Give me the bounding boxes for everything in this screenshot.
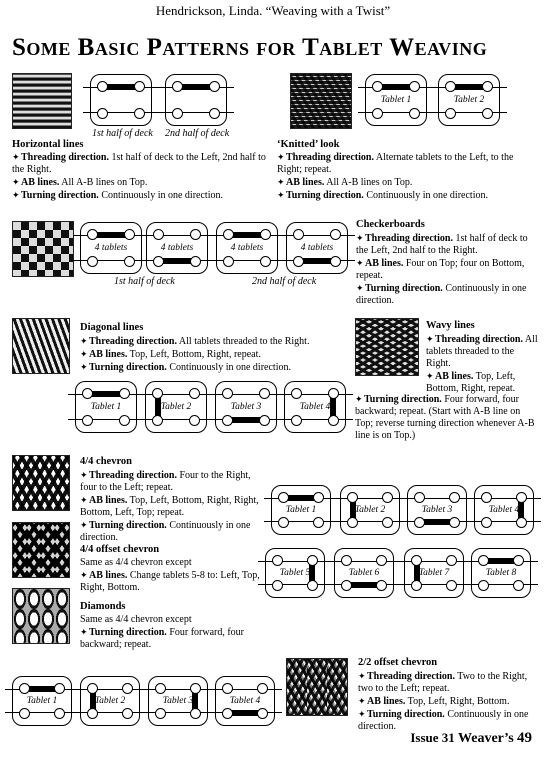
tablet-label: Tablet 1	[285, 505, 317, 515]
tablet-label: Tablet 2	[354, 505, 386, 515]
caption-checker-first-half: 1st half of deck	[114, 276, 175, 287]
tablet-label: Tablet 2	[160, 402, 192, 412]
diagonal-lines-heading: Diagonal lines	[80, 322, 144, 333]
bullet-icon: ✦	[358, 696, 366, 706]
tablet-card-offset22-4	[215, 676, 275, 726]
bullet-icon: ✦	[12, 190, 20, 200]
offset-chevron-swatch	[12, 522, 70, 578]
bullet-icon: ✦	[12, 177, 20, 187]
chevron-text: ✦Threading direction. Four to the Right, four to the Left; repeat. ✦AB lines. Top, Left, Bottom, Right, Right, Bottom, Left, Top; repeat. ✦Turning direction. Continuously in one direction.	[80, 470, 259, 543]
issue-number: Issue 31	[410, 730, 455, 745]
page-footer	[410, 730, 532, 747]
tablet-label: Tablet 5	[279, 568, 311, 578]
bullet-icon: ✦	[358, 709, 366, 719]
tablet-label: Tablet 4	[299, 402, 331, 412]
knitted-look-text: ✦Threading direction. Alternate tablets to the Left, to the Right; repeat. ✦AB lines. All A-B lines on Top. ✦Turning direction. Continuously in one direction.	[277, 152, 514, 201]
tablet-card-checker-3	[216, 222, 278, 274]
tablet-card-chevron-4	[474, 485, 534, 535]
bullet-icon: ✦	[80, 520, 88, 530]
bullet-icon: ✦	[426, 371, 434, 381]
tablet-card-diagonal-2	[145, 381, 207, 433]
chevron-swatch	[12, 455, 70, 511]
offset-chevron-text: Same as 4/4 chevron except ✦AB lines. Change tablets 5-8 to: Left, Top, Right, Bottom.	[80, 557, 260, 593]
two-two-offset-chevron-text: ✦Threading direction. Two to the Right, two to the Left; repeat. ✦AB lines. Top, Left, Right, Bottom. ✦Turning direction. Continuously in one direction.	[358, 671, 529, 732]
tablet-card-horizontal-1	[90, 74, 152, 126]
wavy-lines-text-bottom: ✦Turning direction. Four forward, four backward; repeat. (Start with A-B line on Top; reverse turning direction whenever A-B line is on Top.)	[355, 394, 535, 441]
horizontal-lines-text: ✦Threading direction. 1st half of deck to the Left, 2nd half to the Right. ✦AB lines. All A-B lines on Top. ✦Turning direction. Continuously in one direction.	[12, 152, 266, 201]
tablet-label: Tablet 3	[162, 696, 194, 706]
tablet-card-checker-4	[286, 222, 348, 274]
tablet-label: Tablet 3	[421, 505, 453, 515]
tablet-card-knitted-2	[438, 74, 500, 126]
diamonds-swatch	[12, 588, 70, 644]
checkerboard-swatch	[12, 221, 74, 277]
bullet-icon: ✦	[356, 233, 364, 243]
tablet-label: Tablet 1	[380, 95, 412, 105]
knitted-look-swatch	[290, 73, 352, 129]
bullet-icon: ✦	[80, 570, 88, 580]
diamonds-text: Same as 4/4 chevron except ✦Turning direction. Four forward, four backward; repeat.	[80, 614, 245, 650]
tablet-label: Tablet 8	[485, 568, 517, 578]
tablet-label: Tablet 7	[418, 568, 450, 578]
checkerboards-text: ✦Threading direction. 1st half of deck to the Left, 2nd half to the Right. ✦AB lines. Four on Top; four on Bottom, repeat. ✦Turning direction. Continuously in one direction.	[356, 233, 528, 306]
bullet-icon: ✦	[355, 394, 363, 404]
tablet-card-offset22-3	[148, 676, 208, 726]
tablet-label: 4 tablets	[94, 243, 128, 253]
tablet-card-offset22-1	[12, 676, 72, 726]
tablet-label: Tablet 4	[488, 505, 520, 515]
bullet-icon: ✦	[80, 470, 88, 480]
tablet-card-chevron-8	[471, 548, 531, 598]
page-number: 49	[517, 730, 532, 746]
bullet-icon: ✦	[80, 349, 88, 359]
citation-header: Hendrickson, Linda. “Weaving with a Twist”	[155, 3, 391, 18]
tablet-card-diagonal-1	[75, 381, 137, 433]
caption-checker-second-half: 2nd half of deck	[252, 276, 317, 287]
tablet-label: Tablet 4	[229, 696, 261, 706]
tablet-card-horizontal-2	[165, 74, 227, 126]
bullet-icon: ✦	[80, 362, 88, 372]
wavy-lines-text-top: ✦Threading direction. All tablets threaded to the Right. ✦AB lines. Top, Left, Bottom, Right, repeat.	[426, 334, 538, 394]
diagonal-lines-swatch	[12, 318, 70, 374]
tablet-label: Tablet 1	[90, 402, 122, 412]
knitted-look-heading: ‘Knitted’ look	[277, 139, 340, 150]
tablet-label: 4 tablets	[160, 243, 194, 253]
bullet-icon: ✦	[80, 495, 88, 505]
chevron-heading: 4/4 chevron	[80, 456, 133, 467]
bullet-icon: ✦	[80, 336, 88, 346]
bullet-icon: ✦	[356, 283, 364, 293]
diamonds-heading: Diamonds	[80, 601, 126, 612]
checkerboards-heading: Checkerboards	[356, 219, 425, 230]
tablet-label: Tablet 3	[230, 402, 262, 412]
tablet-label: 4 tablets	[300, 243, 334, 253]
bullet-icon: ✦	[80, 627, 88, 637]
tablet-card-offset22-2	[80, 676, 140, 726]
diagonal-lines-text: ✦Threading direction. All tablets threaded to the Right. ✦AB lines. Top, Left, Bottom, Right, repeat. ✦Turning direction. Continuously in one direction.	[80, 336, 310, 373]
tablet-card-chevron-6	[334, 548, 394, 598]
tablet-card-checker-1	[80, 222, 142, 274]
bullet-icon: ✦	[356, 258, 364, 268]
two-two-offset-chevron-heading: 2/2 offset chevron	[358, 657, 438, 668]
tablet-label: Tablet 2	[94, 696, 126, 706]
bullet-icon: ✦	[277, 177, 285, 187]
tablet-card-chevron-2	[340, 485, 400, 535]
caption-second-half: 2nd half of deck	[165, 128, 230, 139]
tablet-card-chevron-1	[271, 485, 331, 535]
tablet-label: 4 tablets	[230, 243, 264, 253]
bullet-icon: ✦	[358, 671, 366, 681]
page-title: Some Basic Patterns for Tablet Weaving	[12, 34, 488, 61]
two-two-offset-chevron-swatch	[286, 658, 348, 716]
tablet-card-diagonal-4	[284, 381, 346, 433]
tablet-label: Tablet 6	[348, 568, 380, 578]
offset-chevron-heading: 4/4 offset chevron	[80, 544, 160, 555]
tablet-label: Tablet 2	[453, 95, 485, 105]
tablet-label: Tablet 1	[26, 696, 58, 706]
horizontal-lines-swatch	[12, 73, 72, 129]
wavy-lines-swatch	[355, 318, 419, 376]
bullet-icon: ✦	[426, 334, 434, 344]
tablet-card-checker-2	[146, 222, 208, 274]
horizontal-lines-heading: Horizontal lines	[12, 139, 84, 150]
tablet-card-knitted-1	[365, 74, 427, 126]
magazine-name: Weaver’s	[458, 731, 514, 746]
bullet-icon: ✦	[277, 152, 285, 162]
bullet-icon: ✦	[12, 152, 20, 162]
tablet-card-diagonal-3	[215, 381, 277, 433]
wavy-lines-heading: Wavy lines	[426, 320, 475, 331]
caption-first-half: 1st half of deck	[92, 128, 153, 139]
bullet-icon: ✦	[277, 190, 285, 200]
tablet-card-chevron-7	[404, 548, 464, 598]
tablet-card-chevron-5	[265, 548, 325, 598]
tablet-card-chevron-3	[407, 485, 467, 535]
